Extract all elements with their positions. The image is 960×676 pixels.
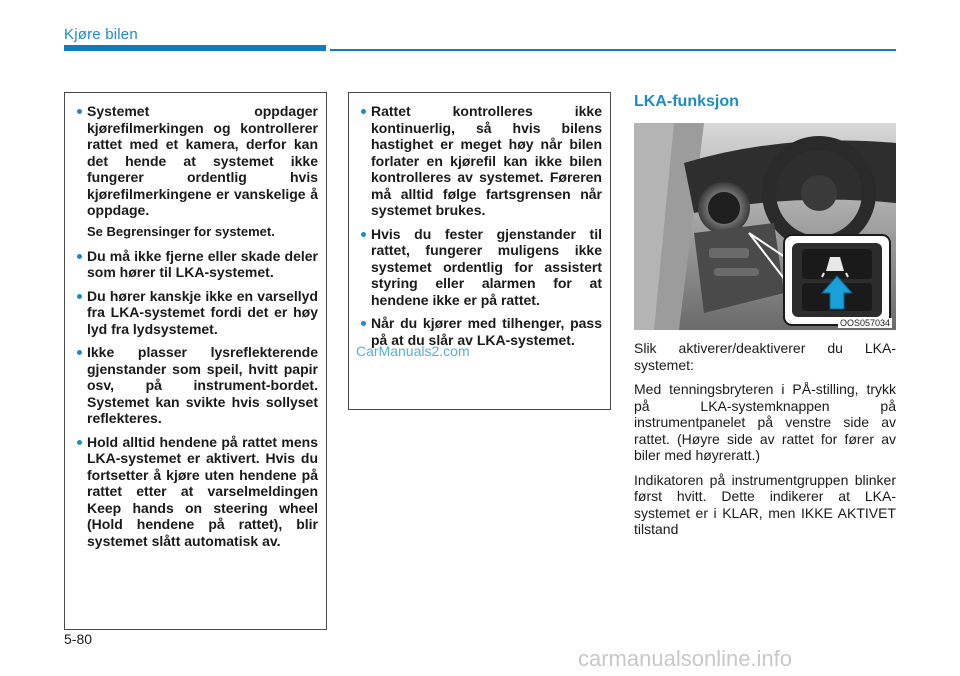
header-rule-thin [330, 49, 896, 51]
section-title: Kjøre bilen [64, 26, 138, 43]
warning-item: Hold alltid hendene på rattet mens LKA-systemet er aktivert. Hvis du fortsetter å kjøre uten hendene på rattet etter at varselmeldingen Keep hands on steering wheel (Hold hendene på rattet), blir systemet slått automatisk av. [77, 434, 318, 550]
warning-box-middle [348, 92, 611, 410]
paragraph: Indikatoren på instrumentgruppen blinker først hvitt. Dette indikerer at LKA-systemet er i KLAR, men IKKE AKTIVET tilstand [634, 471, 896, 537]
warning-note: Se Begrensinger for systemet. [87, 223, 275, 239]
paragraph: Med tenningsbryteren i PÅ-stilling, trykk på LKA-systemknappen på instrumentpanelet på venstre side av rattet. (Høyre side av rattet for fører av biler med høyreratt.) [634, 381, 896, 463]
watermark-carmanuals2: CarManuals2.com [356, 343, 470, 359]
image-code: OOS057034 [839, 318, 890, 328]
header-rule-thick [64, 45, 326, 51]
warning-item: Ikke plasser lysreflekterende gjenstander som speil, hvitt papir osv, på instrument-bordet. Systemet kan svikte hvis sollyset reflekteres. [77, 344, 318, 427]
warning-item: Hvis du fester gjenstander til rattet, fungerer muligens ikke systemet ordentlig for assistert styring eller alarmen for at hendene ikke er på rattet. [361, 226, 602, 309]
warning-item: Du må ikke fjerne eller skade deler som hører til LKA-systemet. [77, 248, 318, 281]
warning-item: Du hører kanskje ikke en varsellyd fra LKA-systemet fordi det er høy lyd fra lydsystemet. [77, 288, 318, 338]
warning-item: Systemet oppdager kjørefilmerkingen og kontrollerer rattet med et kamera, derfor kan det hende at systemet ikke fungerer ordentlig hvis kjørefilmerkingene er vanskelige å oppdage. [77, 103, 318, 219]
page-number: 5-80 [64, 631, 93, 647]
warning-box-left [64, 92, 327, 630]
dashboard-illustration [634, 123, 896, 330]
warning-item: Når du kjører med tilhenger, pass på at du slår av LKA-systemet. [361, 315, 602, 348]
lka-instructions [634, 340, 896, 546]
dashboard-photo [634, 123, 896, 330]
lka-heading: LKA-funksjon [634, 93, 739, 110]
warning-item: Rattet kontrolleres ikke kontinuerlig, så hvis bilens hastighet er meget høy når bilen forlater en kjørefil kan ikke bilen kontrolleres av systemet. Føreren må alltid følge fartsgrensen når systemet brukes. [361, 103, 602, 219]
watermark-carmanualsonline: carmanualsonline.info [578, 646, 793, 671]
paragraph: Slik aktiverer/deaktiverer du LKA-systemet: [634, 340, 896, 373]
